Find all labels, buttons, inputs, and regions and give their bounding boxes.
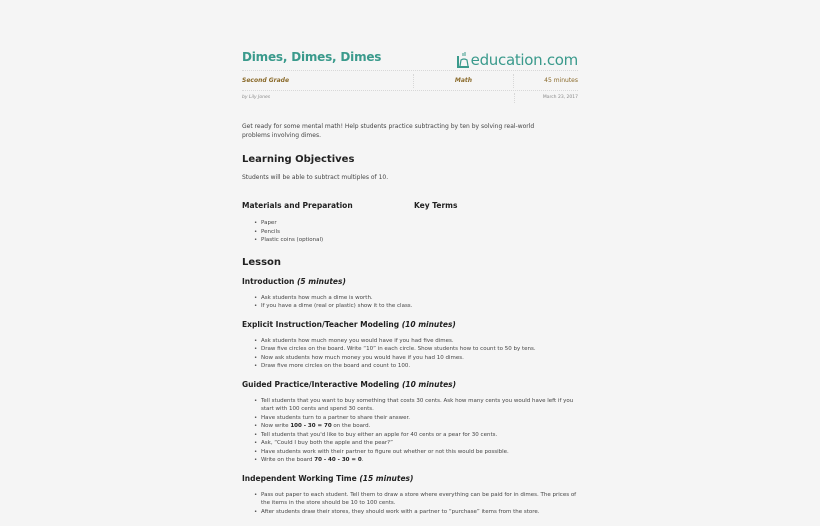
equation: 70 - 40 - 30 = 0 (314, 457, 362, 463)
text-pre: Now write (261, 423, 291, 429)
grade-label: Second Grade (242, 74, 414, 88)
list-item: • Tell students that you'd like to buy either an apple for 40 cents or a pear for 30 cents. (254, 431, 578, 440)
book-icon (456, 52, 470, 68)
section-time: (10 minutes) (401, 319, 456, 329)
text-pre: Write on the board (261, 457, 315, 463)
author-row (242, 90, 578, 104)
section-list (254, 294, 578, 311)
author-label: by Lily Jones (242, 95, 271, 100)
section-list (254, 491, 578, 517)
section-list (254, 337, 578, 371)
list-item: • Pass out paper to each student. Tell them to draw a store where everything can be paid for in dimes. The prices of the items in the store should be 10 to 100 cents. (254, 491, 578, 508)
education-com-logo[interactable] (456, 52, 578, 68)
intro-paragraph: Get ready for some mental math! Help students practice subtracting by ten by solving real-world problems involving dimes. (242, 123, 535, 139)
section-time: (5 minutes) (297, 276, 346, 286)
list-item: • If you have a dime (real or plastic) show it to the class. (254, 302, 578, 311)
page-title: Dimes, Dimes, Dimes (242, 50, 382, 64)
text-post: on the board. (331, 423, 371, 429)
section-heading (242, 380, 578, 389)
lesson-section-explicit-instruction (242, 320, 578, 371)
meta-row (242, 70, 578, 90)
subject-label: Math (414, 74, 514, 88)
duration-label: 45 minutes (544, 76, 578, 84)
section-heading (242, 320, 578, 329)
list-item: • Have students work with their partner to figure out whether or not this would be possible. (254, 448, 578, 457)
list-item (254, 456, 578, 465)
section-list (254, 397, 578, 465)
lesson-section-guided-practice (242, 380, 578, 465)
section-title: Independent Working Time (242, 473, 357, 483)
key-terms-section (414, 201, 457, 245)
list-item (254, 422, 578, 431)
equation: 100 - 30 = 70 (290, 423, 332, 429)
logo-text: education (470, 51, 543, 69)
lesson-section-independent-working (242, 474, 578, 517)
logo-suffix: .com (542, 51, 578, 69)
list-item: • Plastic coins (optional) (254, 236, 414, 245)
list-item: • Now ask students how much money you would have if you had 10 dimes. (254, 354, 578, 363)
section-title: Guided Practice/Interactive Modeling (242, 379, 400, 389)
section-heading (242, 277, 578, 286)
materials-heading: Materials and Preparation (242, 201, 353, 210)
list-item: • Draw five circles on the board. Write “10” in each circle. Show students how to count to 50 by tens. (254, 345, 578, 354)
list-item: • Ask, “Could I buy both the apple and the pear?” (254, 439, 578, 448)
list-item: • Have students turn to a partner to share their answer. (254, 414, 578, 423)
list-item: • Pencils (254, 228, 414, 237)
list-item: • Ask students how much money you would have if you had five dimes. (254, 337, 578, 346)
list-item: • After students draw their stores, they should work with a partner to “purchase” items from the store. (254, 508, 578, 517)
text-post: . (361, 457, 364, 463)
section-title: Introduction (242, 276, 295, 286)
key-terms-heading: Key Terms (414, 201, 458, 210)
section-title: Explicit Instruction/Teacher Modeling (242, 319, 400, 329)
materials-and-key-terms (242, 201, 578, 245)
list-item: • Ask students how much a dime is worth. (254, 294, 578, 303)
section-heading (242, 474, 578, 483)
materials-list (254, 219, 414, 245)
learning-objectives-text: Students will be able to subtract multiples of 10. (242, 174, 389, 181)
section-time: (10 minutes) (401, 379, 457, 389)
section-time: (15 minutes) (359, 473, 414, 483)
date-label: March 23, 2017 (514, 93, 578, 103)
worksheet-header (242, 44, 578, 68)
list-item: • Paper (254, 219, 414, 228)
materials-section (242, 201, 414, 245)
worksheet-page (242, 44, 578, 516)
learning-objectives-heading: Learning Objectives (242, 154, 355, 165)
lesson-heading: Lesson (242, 256, 282, 268)
lesson-section-introduction (242, 277, 578, 311)
list-item: • Draw five more circles on the board and count to 100. (254, 362, 578, 371)
list-item: • Tell students that you want to buy something that costs 30 cents. Ask how many cents you would have left if you start with 100 cents and spend 30 cents. (254, 397, 578, 414)
